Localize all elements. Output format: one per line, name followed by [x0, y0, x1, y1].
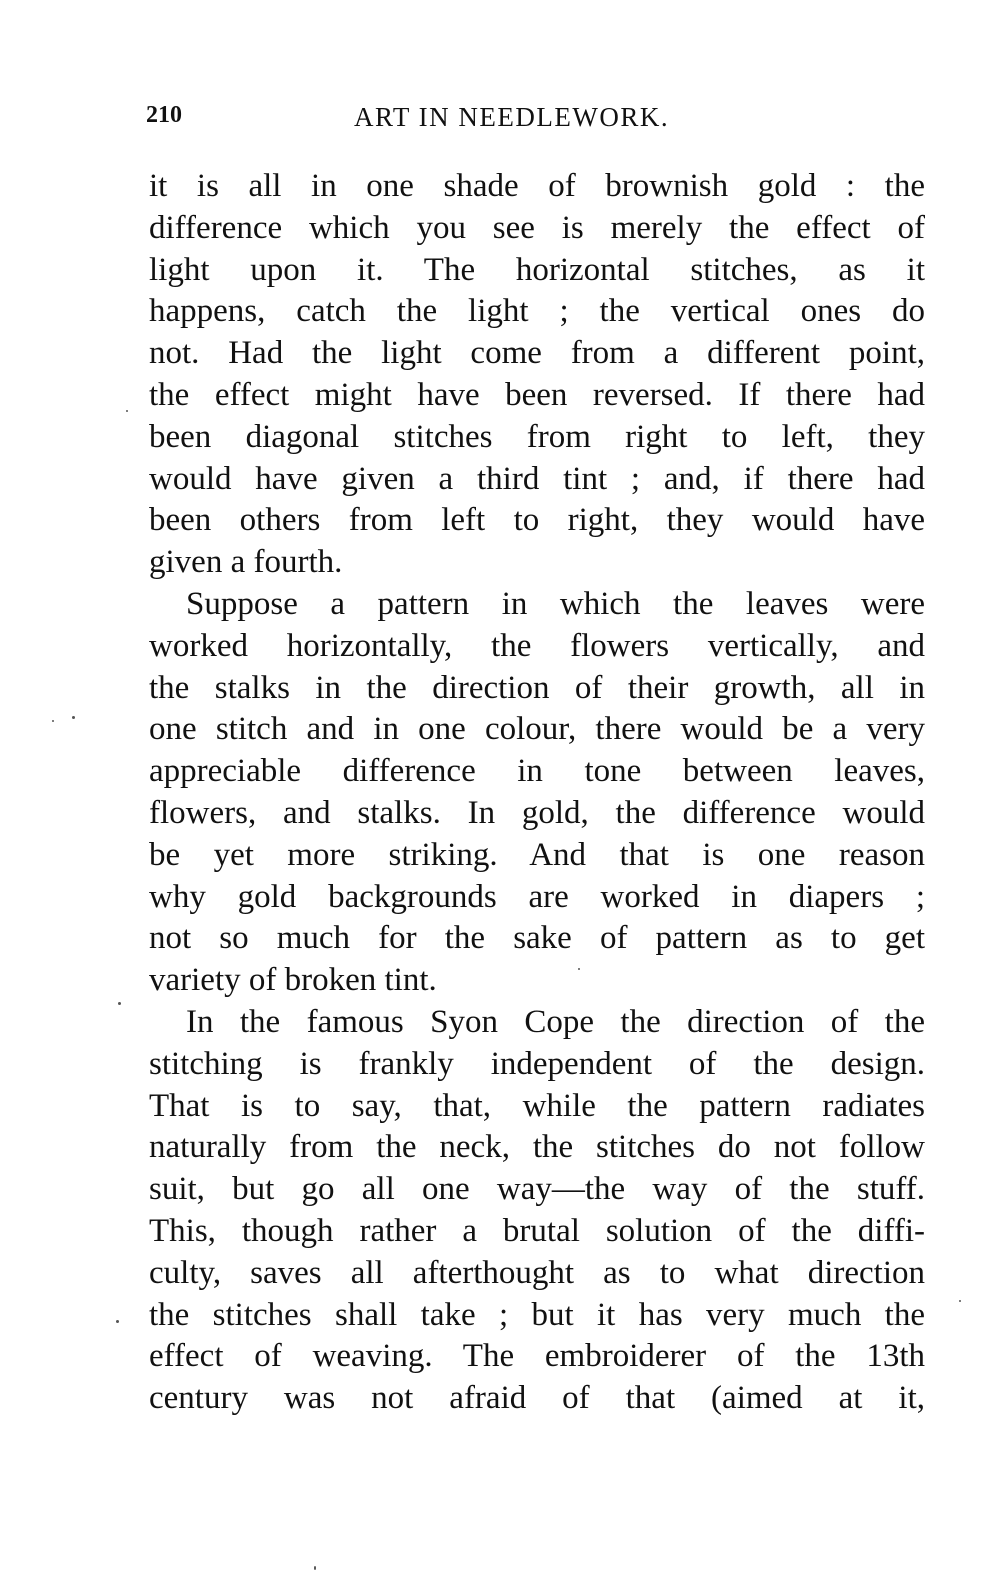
text-line: century was not afraid of that (aimed at it, [149, 1380, 925, 1417]
text-line: Suppose a pattern in which the leaves were [186, 585, 925, 622]
page-header-title: ART IN NEEDLEWORK. [354, 102, 670, 132]
text-line: given a fourth. [149, 544, 343, 581]
scan-speck [314, 1566, 316, 1570]
scan-speck [52, 720, 54, 722]
text-line: That is to say, that, while the pattern radiates [149, 1087, 925, 1124]
text-line: light upon it. The horizontal stitches, as it [149, 251, 925, 288]
text-line: appreciable difference in tone between leaves, [149, 753, 925, 790]
body-text [149, 166, 925, 1420]
text-line: why gold backgrounds are worked in diapers ; [149, 878, 925, 915]
scan-speck [72, 716, 75, 719]
text-line: the stalks in the direction of their growth, all in [149, 669, 925, 706]
text-line: naturally from the neck, the stitches do not follow [149, 1129, 925, 1166]
text-line: stitching is frankly independent of the design. [149, 1045, 925, 1082]
text-line: been others from left to right, they would have [149, 502, 925, 539]
text-line: would have given a third tint ; and, if there had [149, 460, 925, 497]
text-line: In the famous Syon Cope the direction of the [186, 1003, 925, 1040]
text-line: one stitch and in one colour, there would be a very [149, 711, 925, 748]
text-line: This, though rather a brutal solution of the diffi- [149, 1212, 925, 1249]
scan-speck [126, 410, 128, 412]
text-line: difference which you see is merely the effect of [149, 209, 925, 246]
text-line: worked horizontally, the flowers vertically, and [149, 627, 925, 664]
text-line: the stitches shall take ; but it has very much the [149, 1296, 925, 1333]
text-line: been diagonal stitches from right to left, they [149, 418, 925, 455]
text-line: variety of broken tint. [149, 962, 437, 999]
text-line: effect of weaving. The embroiderer of the 13th [149, 1338, 925, 1375]
text-line: happens, catch the light ; the vertical ones do [149, 293, 925, 330]
text-line: not so much for the sake of pattern as to get [149, 920, 925, 957]
scan-speck [959, 1300, 961, 1302]
scan-speck [578, 968, 580, 970]
text-line: not. Had the light come from a different point, [149, 335, 925, 372]
text-line: the effect might have been reversed. If there had [149, 376, 925, 413]
text-line: be yet more striking. And that is one reason [149, 836, 925, 873]
page-number: 210 [146, 102, 182, 128]
text-line: culty, saves all afterthought as to what direction [149, 1254, 925, 1291]
text-line: suit, but go all one way—the way of the stuff. [149, 1171, 925, 1208]
text-line: flowers, and stalks. In gold, the difference would [149, 794, 925, 831]
running-head [146, 102, 886, 138]
text-line: it is all in one shade of brownish gold : the [149, 168, 925, 204]
scan-speck [116, 1320, 119, 1323]
scan-speck [118, 1002, 121, 1005]
